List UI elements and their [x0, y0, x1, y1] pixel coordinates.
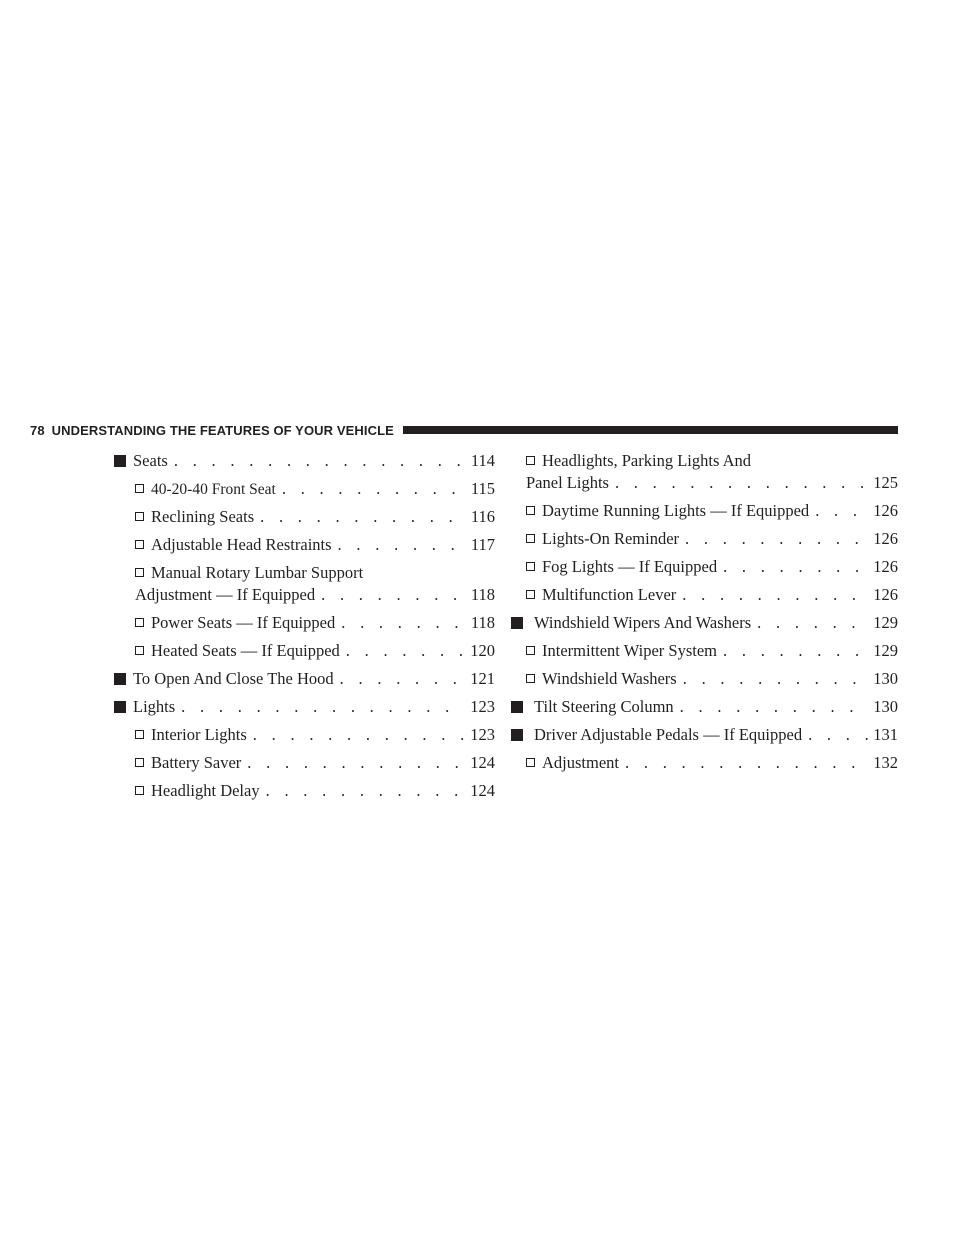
open-box-bullet-icon [135, 568, 144, 577]
toc-entry-adjustable-head-restraints[interactable]: Adjustable Head Restraints . . . 117 [113, 534, 495, 556]
toc-entry-fog-lights[interactable]: Fog Lights — If Equipped . . . 126 [524, 556, 898, 578]
open-box-bullet-icon [526, 562, 535, 571]
page-ref: 129 [873, 641, 898, 660]
page-number: 78 [30, 422, 45, 438]
page-ref: 120 [470, 641, 495, 660]
page-ref: 131 [873, 725, 898, 744]
toc-entry-windshield-washers[interactable]: Windshield Washers . . . 130 [524, 668, 898, 690]
toc-entry-driver-adjustable-pedals[interactable]: Driver Adjustable Pedals — If Equipped . . . 131 [510, 724, 898, 746]
open-box-bullet-icon [135, 730, 144, 739]
toc-entry-power-seats[interactable]: Power Seats — If Equipped . . . 118 [113, 612, 495, 634]
header-rule [403, 426, 898, 434]
open-box-bullet-icon [135, 618, 144, 627]
open-box-bullet-icon [135, 646, 144, 655]
page-ref: 121 [470, 669, 495, 688]
open-box-bullet-icon [526, 534, 535, 543]
toc-right-column [524, 450, 898, 774]
toc-entry-adjustment[interactable]: Adjustment . . . 132 [524, 752, 898, 774]
page-ref: 126 [873, 585, 898, 604]
toc-entry-headlights-parking-panel[interactable]: Headlights, Parking Lights And Panel Lights . . . 125 [524, 450, 898, 494]
page-ref: 114 [470, 451, 495, 470]
page-ref: 116 [470, 507, 495, 526]
toc-entry-tilt-steering-column[interactable]: Tilt Steering Column . . . 130 [510, 696, 898, 718]
page-ref: 115 [470, 479, 495, 498]
square-bullet-icon [114, 455, 126, 467]
page-ref: 126 [873, 529, 898, 548]
page-ref: 130 [873, 669, 898, 688]
open-box-bullet-icon [135, 786, 144, 795]
page-header [30, 421, 898, 439]
toc-entry-reclining-seats[interactable]: Reclining Seats . . . 116 [113, 506, 495, 528]
toc-entry-multifunction-lever[interactable]: Multifunction Lever . . . 126 [524, 584, 898, 606]
open-box-bullet-icon [526, 456, 535, 465]
page-ref: 123 [470, 725, 495, 744]
page-ref: 124 [470, 753, 495, 772]
toc-entry-40-20-40-front-seat[interactable]: 40-20-40 Front Seat . . . 115 [113, 478, 495, 500]
toc-entry-open-close-hood[interactable]: To Open And Close The Hood . . . 121 [113, 668, 495, 690]
toc-entry-interior-lights[interactable]: Interior Lights . . . 123 [113, 724, 495, 746]
page-ref: 129 [873, 613, 898, 632]
open-box-bullet-icon [526, 590, 535, 599]
toc-entry-headlight-delay[interactable]: Headlight Delay . . . 124 [113, 780, 495, 802]
open-box-bullet-icon [135, 512, 144, 521]
square-bullet-icon [511, 729, 523, 741]
page-ref: 124 [470, 781, 495, 800]
section-title: UNDERSTANDING THE FEATURES OF YOUR VEHICLE [51, 422, 394, 438]
square-bullet-icon [114, 673, 126, 685]
page-ref: 126 [873, 501, 898, 520]
toc-entry-lights-on-reminder[interactable]: Lights-On Reminder . . . 126 [524, 528, 898, 550]
page-ref: 123 [470, 697, 495, 716]
open-box-bullet-icon [135, 540, 144, 549]
toc-entry-lights[interactable]: Lights . . . 123 [113, 696, 495, 718]
toc-entry-windshield-wipers-washers[interactable]: Windshield Wipers And Washers . . . 129 [510, 612, 898, 634]
square-bullet-icon [114, 701, 126, 713]
toc-entry-battery-saver[interactable]: Battery Saver . . . 124 [113, 752, 495, 774]
toc-left-column [113, 450, 495, 802]
open-box-bullet-icon [526, 674, 535, 683]
toc-entry-manual-rotary-lumbar-support[interactable]: Manual Rotary Lumbar Support Adjustment — If Equipped . . . 118 [113, 562, 495, 606]
open-box-bullet-icon [135, 758, 144, 767]
open-box-bullet-icon [135, 484, 144, 493]
page-ref: 132 [873, 753, 898, 772]
page-ref: 126 [873, 557, 898, 576]
toc-entry-heated-seats[interactable]: Heated Seats — If Equipped . . . 120 [113, 640, 495, 662]
page-ref: 125 [873, 473, 898, 492]
open-box-bullet-icon [526, 758, 535, 767]
toc-entry-intermittent-wiper-system[interactable]: Intermittent Wiper System . . . 129 [524, 640, 898, 662]
page-ref: 130 [873, 697, 898, 716]
page-ref: 118 [470, 585, 495, 604]
toc-entry-seats[interactable]: Seats . . . 114 [113, 450, 495, 472]
page-ref: 117 [470, 535, 495, 554]
page-ref: 118 [470, 613, 495, 632]
square-bullet-icon [511, 617, 523, 629]
open-box-bullet-icon [526, 506, 535, 515]
toc-entry-daytime-running-lights[interactable]: Daytime Running Lights — If Equipped . . . 126 [524, 500, 898, 522]
square-bullet-icon [511, 701, 523, 713]
open-box-bullet-icon [526, 646, 535, 655]
